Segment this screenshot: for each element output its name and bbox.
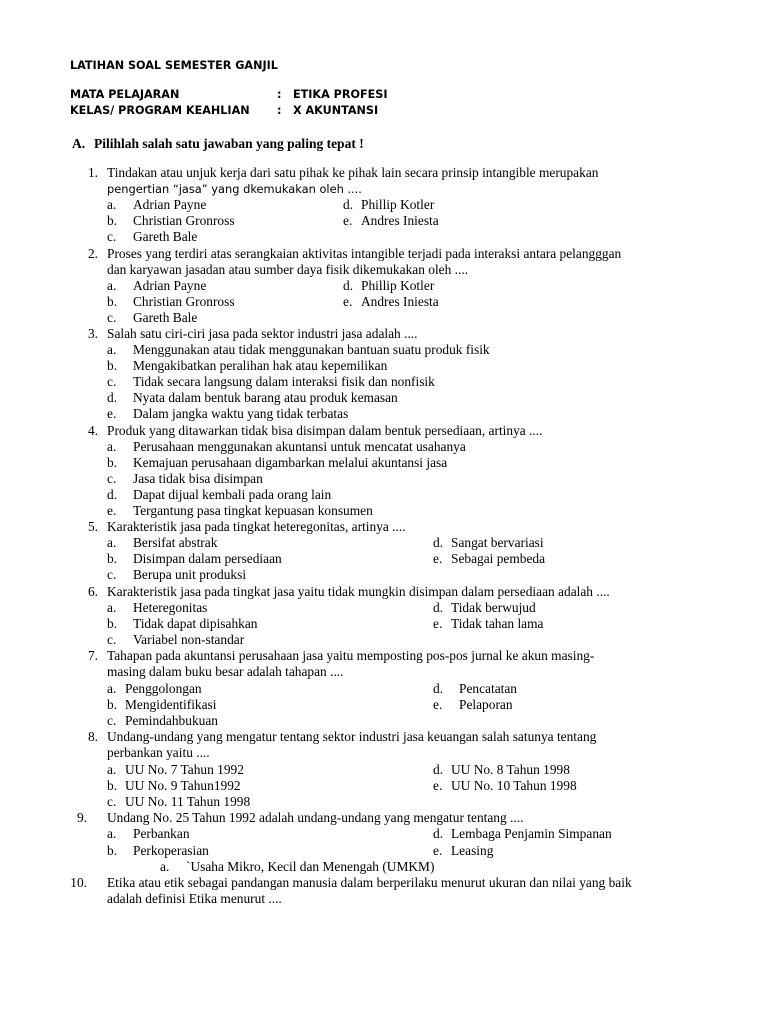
option-text: Pelaporan	[459, 697, 513, 712]
option-text: Pencatatan	[459, 681, 517, 696]
section-letter: A.	[72, 136, 86, 151]
option-letter: b.	[107, 294, 118, 309]
question-text-line: perbankan yaitu ....	[107, 745, 210, 760]
option-letter: c.	[107, 567, 117, 582]
option-letter: e.	[433, 616, 443, 631]
question-text-line: Etika atau etik sebagai pandangan manusia dalam berperilaku menurut ukuran dan nilai yang baik	[107, 875, 632, 890]
option-text: Pemindahbukuan	[125, 713, 218, 728]
question-number: 2.	[87, 246, 98, 261]
option-letter: e.	[433, 697, 443, 712]
option-letter: e.	[433, 551, 443, 566]
meta-label: KELAS/ PROGRAM KEAHLIAN	[70, 104, 250, 117]
option-text: UU No. 9 Tahun1992	[125, 778, 241, 793]
option-text: UU No. 7 Tahun 1992	[125, 762, 244, 777]
question-number: 3.	[87, 326, 98, 341]
option-letter: d.	[433, 826, 444, 841]
option-letter: a.	[107, 535, 117, 550]
option-letter: d.	[107, 487, 118, 502]
option-letter: d.	[433, 535, 444, 550]
option-text: UU No. 8 Tahun 1998	[451, 762, 570, 777]
meta-separator: :	[277, 88, 282, 101]
option-letter: a.	[107, 197, 117, 212]
question-number: 7.	[87, 648, 98, 663]
option-text: Sebagai pembeda	[451, 551, 546, 566]
option-letter: a.	[160, 859, 170, 874]
option-letter: d.	[433, 762, 444, 777]
option-text: Heteregonitas	[133, 600, 208, 615]
question-text-line: dan karyawan jasadan atau sumber daya fisik dikemukakan oleh ....	[107, 262, 469, 277]
option-text: Gareth Bale	[133, 310, 198, 325]
question-number: 5.	[87, 519, 98, 534]
option-text: UU No. 10 Tahun 1998	[451, 778, 577, 793]
option-text: Variabel non-standar	[133, 632, 245, 647]
option-letter: b.	[107, 213, 118, 228]
option-letter: d.	[433, 600, 444, 615]
option-text: Andres Iniesta	[361, 213, 439, 228]
option-text: Mengakibatkan peralihan hak atau kepemilikan	[133, 358, 388, 373]
option-letter: b.	[107, 551, 118, 566]
option-letter: a.	[107, 600, 117, 615]
option-text: Lembaga Penjamin Simpanan	[451, 826, 612, 841]
option-letter: c.	[107, 471, 117, 486]
option-text: Jasa tidak bisa disimpan	[133, 471, 263, 486]
option-letter: a.	[107, 342, 117, 357]
meta-label: MATA PELAJARAN	[70, 88, 180, 101]
option-letter: d.	[343, 197, 354, 212]
question-number: 8.	[87, 729, 98, 744]
option-text: Penggolongan	[125, 681, 202, 696]
option-letter: a.	[107, 826, 117, 841]
question-text-line: Undang-undang yang mengatur tentang sektor industri jasa keuangan salah satunya tentang	[107, 729, 597, 744]
question-text-line: Salah satu ciri-ciri jasa pada sektor industri jasa adalah ....	[107, 326, 418, 341]
option-letter: b.	[107, 843, 118, 858]
option-letter: e.	[107, 406, 117, 421]
option-text: Tidak berwujud	[451, 600, 536, 615]
question-number: 4.	[87, 423, 98, 438]
option-letter: a.	[107, 681, 117, 696]
option-letter: a.	[107, 762, 117, 777]
option-text: Perkoperasian	[133, 843, 209, 858]
option-text: Adrian Payne	[133, 197, 207, 212]
option-letter: c.	[107, 374, 117, 389]
option-text: Menggunakan atau tidak menggunakan bantuan suatu produk fisik	[133, 342, 490, 357]
question-text-line: Tindakan atau unjuk kerja dari satu pihak ke pihak lain secara prinsip intangible merupakan	[107, 165, 599, 180]
option-text: Tidak tahan lama	[451, 616, 544, 631]
option-text: `Usaha Mikro, Kecil dan Menengah (UMKM)	[186, 859, 435, 874]
question-text-line: Produk yang ditawarkan tidak bisa disimpan dalam bentuk persediaan, artinya ....	[107, 423, 543, 438]
question-text-line: masing dalam buku besar adalah tahapan ....	[107, 664, 344, 679]
question-text-line: adalah definisi Etika menurut ....	[107, 891, 282, 906]
meta-value: X AKUNTANSI	[293, 104, 379, 117]
question-text-line: Undang No. 25 Tahun 1992 adalah undang-undang yang mengatur tentang ....	[107, 810, 524, 825]
question-text-line: Karakteristik jasa pada tingkat heteregonitas, artinya ....	[107, 519, 406, 534]
option-text: Andres Iniesta	[361, 294, 439, 309]
document-title: LATIHAN SOAL SEMESTER GANJIL	[70, 59, 278, 72]
question-number: 6.	[87, 584, 98, 599]
option-text: Tidak dapat dipisahkan	[133, 616, 258, 631]
option-letter: a.	[107, 278, 117, 293]
question-number: 1.	[87, 165, 98, 180]
option-text: UU No. 11 Tahun 1998	[125, 794, 251, 809]
question-number: 9.	[76, 810, 87, 825]
option-text: Perbankan	[133, 826, 190, 841]
option-letter: e.	[433, 843, 443, 858]
option-text: Christian Gronross	[133, 294, 235, 309]
option-text: Disimpan dalam persediaan	[133, 551, 282, 566]
question-text-line: Karakteristik jasa pada tingkat jasa yaitu tidak mungkin disimpan dalam persediaan adalah ....	[107, 584, 610, 599]
option-letter: e.	[343, 294, 353, 309]
option-text: Adrian Payne	[133, 278, 207, 293]
option-letter: d.	[343, 278, 354, 293]
section-title: Pilihlah salah satu jawaban yang paling tepat !	[94, 136, 364, 151]
question-number: 10.	[70, 875, 87, 890]
option-letter: c.	[107, 794, 117, 809]
option-letter: d.	[433, 681, 444, 696]
option-letter: a.	[107, 439, 117, 454]
option-text: Dalam jangka waktu yang tidak terbatas	[133, 406, 349, 421]
option-text: Phillip Kotler	[361, 278, 435, 293]
option-text: Berupa unit produksi	[133, 567, 247, 582]
option-text: Leasing	[451, 843, 494, 858]
option-text: Tergantung pasa tingkat kepuasan konsumen	[133, 503, 373, 518]
option-text: Bersifat abstrak	[133, 535, 218, 550]
option-text: Perusahaan menggunakan akuntansi untuk mencatat usahanya	[133, 439, 466, 454]
option-letter: c.	[107, 713, 117, 728]
option-text: Sangat bervariasi	[451, 535, 544, 550]
option-letter: b.	[107, 455, 118, 470]
option-letter: d.	[107, 390, 118, 405]
option-letter: c.	[107, 229, 117, 244]
option-text: Kemajuan perusahaan digambarkan melalui akuntansi jasa	[133, 455, 448, 470]
option-text: Dapat dijual kembali pada orang lain	[133, 487, 332, 502]
option-text: Christian Gronross	[133, 213, 235, 228]
meta-separator: :	[277, 104, 282, 117]
question-text-line: Proses yang terdiri atas serangkaian aktivitas intangible terjadi pada interaksi antara pelangggan	[107, 246, 622, 261]
option-letter: b.	[107, 697, 118, 712]
option-text: Nyata dalam bentuk barang atau produk kemasan	[133, 390, 398, 405]
question-text-line: pengertian “jasa” yang dkemukakan oleh ....	[107, 182, 362, 196]
option-text: Tidak secara langsung dalam interaksi fisik dan nonfisik	[133, 374, 435, 389]
option-letter: b.	[107, 616, 118, 631]
option-letter: b.	[107, 358, 118, 373]
option-text: Mengidentifikasi	[125, 697, 217, 712]
option-letter: e.	[433, 778, 443, 793]
option-text: Gareth Bale	[133, 229, 198, 244]
option-text: Phillip Kotler	[361, 197, 435, 212]
option-letter: b.	[107, 778, 118, 793]
option-letter: e.	[107, 503, 117, 518]
option-letter: c.	[107, 310, 117, 325]
meta-value: ETIKA PROFESI	[293, 88, 388, 101]
option-letter: c.	[107, 632, 117, 647]
option-letter: e.	[343, 213, 353, 228]
question-text-line: Tahapan pada akuntansi perusahaan jasa yaitu memposting pos-pos jurnal ke akun masing-	[107, 648, 595, 663]
